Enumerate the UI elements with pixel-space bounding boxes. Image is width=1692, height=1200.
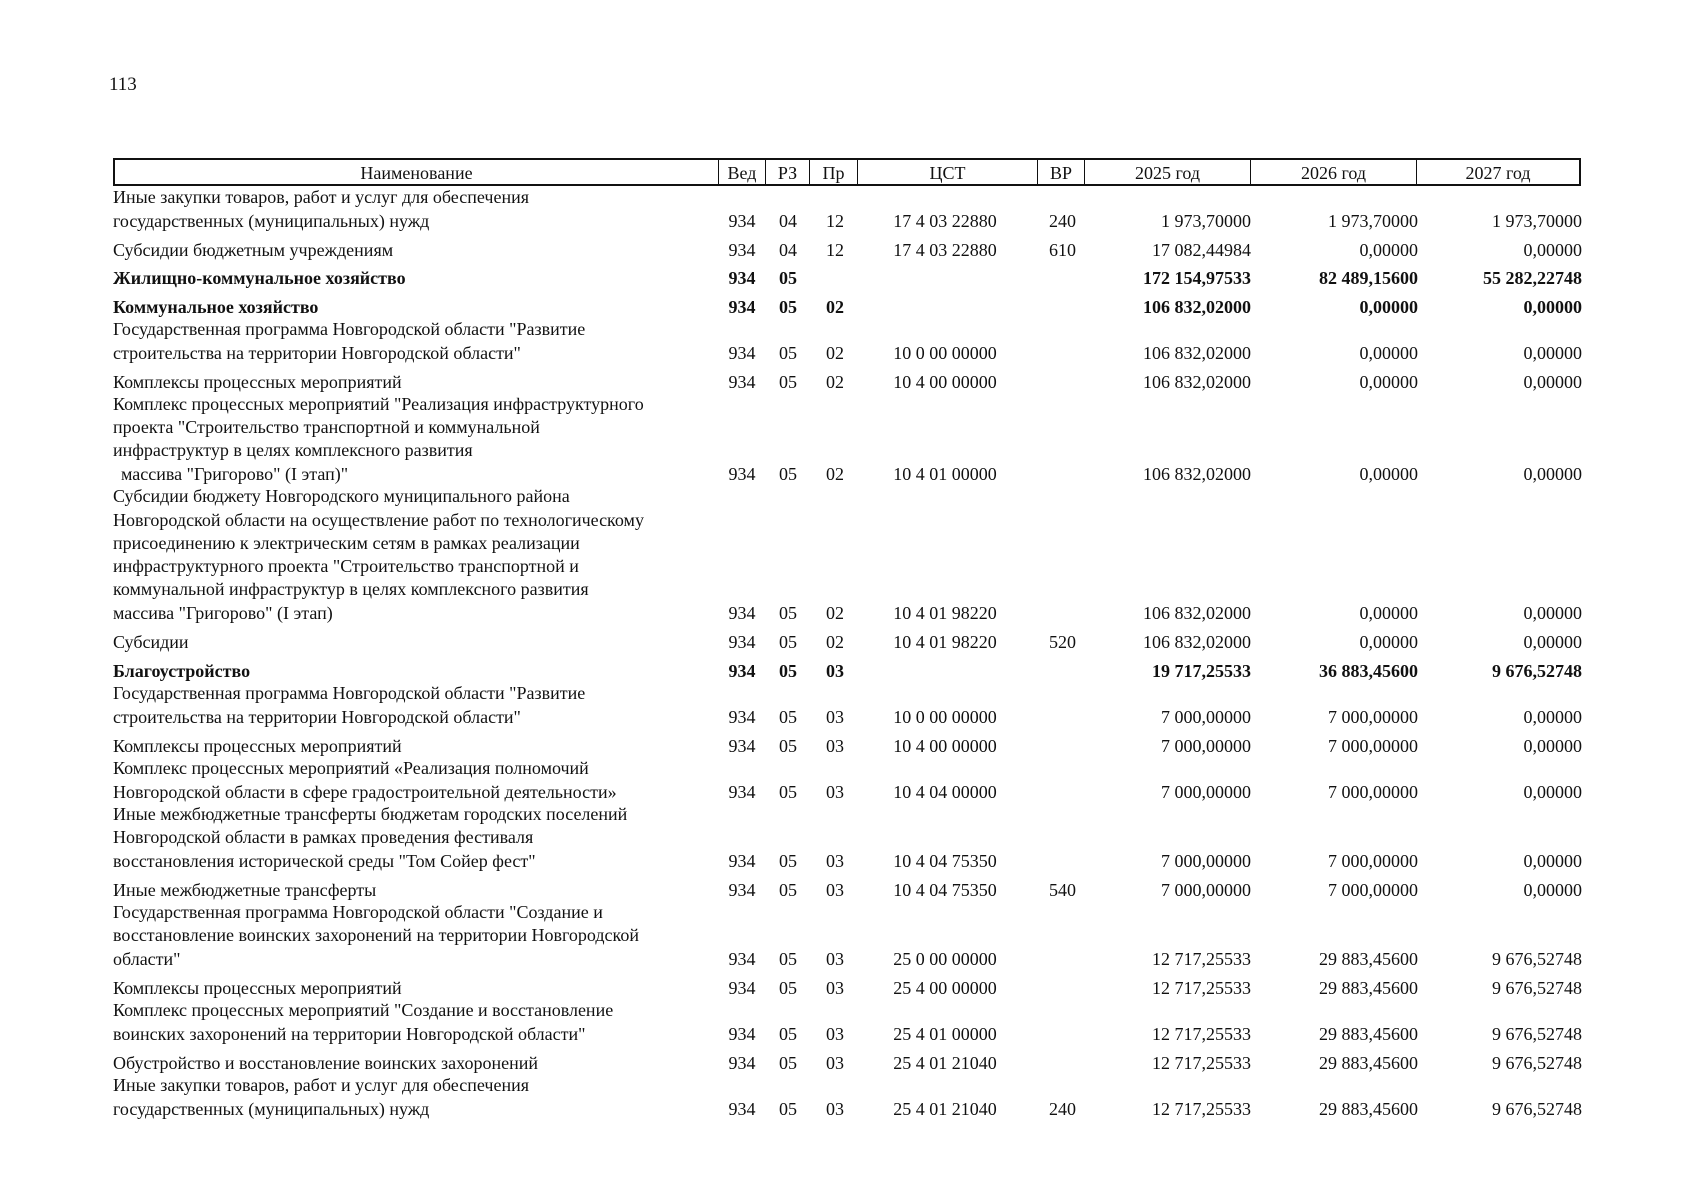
cell-pr: 03: [826, 781, 844, 802]
cell-ved: 934: [728, 948, 756, 969]
cell-rz: 05: [779, 602, 797, 623]
cell-pr: 03: [826, 977, 844, 998]
row-name-line: государственных (муниципальных) нужд: [113, 1098, 430, 1119]
cell-y2027: 0,00000: [1523, 781, 1582, 802]
cell-y2027: 9 676,52748: [1492, 660, 1582, 681]
cell-y2026: 7 000,00000: [1328, 879, 1418, 900]
row-name-line: Новгородской области в рамках проведения фестиваля: [113, 827, 534, 848]
row-name-line: воинских захоронений на территории Новгородской области": [113, 1023, 586, 1044]
cell-ved: 934: [728, 371, 756, 392]
cell-rz: 05: [779, 735, 797, 756]
cell-y2025: 7 000,00000: [1161, 735, 1251, 756]
table-row: [0, 683, 1692, 729]
cell-pr: 02: [826, 631, 844, 652]
row-name-line: Субсидии: [113, 631, 189, 652]
cell-pr: 02: [826, 296, 844, 317]
cell-cst: 10 4 00 00000: [893, 735, 997, 756]
row-name-line: Обустройство и восстановление воинских захоронений: [113, 1052, 538, 1073]
cell-cst: 25 4 01 00000: [893, 1023, 997, 1044]
cell-pr: 02: [826, 463, 844, 484]
cell-rz: 05: [779, 1098, 797, 1119]
table-row: [0, 486, 1692, 625]
cell-ved: 934: [728, 239, 756, 260]
table-row: [0, 1000, 1692, 1046]
cell-ved: 934: [728, 879, 756, 900]
cell-y2027: 55 282,22748: [1483, 267, 1582, 288]
cell-y2026: 1 973,70000: [1328, 210, 1418, 231]
row-name: [113, 267, 723, 290]
row-name: [113, 1052, 723, 1075]
row-name: [113, 318, 723, 365]
cell-rz: 05: [779, 463, 797, 484]
row-name-line: Коммунальное хозяйство: [113, 296, 319, 317]
cell-rz: 05: [779, 1023, 797, 1044]
row-name-line: Государственная программа Новгородской области "Развитие: [113, 319, 586, 340]
row-name: [113, 682, 723, 729]
cell-y2026: 7 000,00000: [1328, 706, 1418, 727]
cell-rz: 05: [779, 631, 797, 652]
row-name: [113, 186, 723, 233]
cell-y2027: 9 676,52748: [1492, 977, 1582, 998]
row-name-line: массива "Григорово" (I этап)": [121, 463, 349, 484]
cell-y2026: 82 489,15600: [1319, 267, 1418, 288]
cell-y2025: 12 717,25533: [1152, 948, 1251, 969]
row-name-line: Иные межбюджетные трансферты бюджетам городских поселений: [113, 804, 628, 825]
cell-y2027: 0,00000: [1523, 850, 1582, 871]
header-name: Наименование: [115, 160, 719, 184]
header-vr: ВР: [1038, 160, 1085, 184]
cell-cst: 25 4 00 00000: [893, 977, 997, 998]
cell-pr: 03: [826, 660, 844, 681]
page-number: 113: [109, 74, 137, 95]
cell-ved: 934: [728, 1098, 756, 1119]
row-name: [113, 296, 723, 319]
cell-y2025: 172 154,97533: [1143, 267, 1251, 288]
row-name-line: Комплексы процессных мероприятий: [113, 977, 402, 998]
cell-ved: 934: [728, 1023, 756, 1044]
header-2025: 2025 год: [1085, 160, 1251, 184]
cell-y2025: 19 717,25533: [1152, 660, 1251, 681]
table-row: [0, 295, 1692, 319]
cell-ved: 934: [728, 631, 756, 652]
cell-ved: 934: [728, 267, 756, 288]
row-name: [113, 735, 723, 758]
cell-pr: 03: [826, 850, 844, 871]
cell-rz: 05: [779, 879, 797, 900]
cell-rz: 05: [779, 342, 797, 363]
cell-ved: 934: [728, 977, 756, 998]
cell-y2026: 0,00000: [1359, 239, 1418, 260]
row-name: [113, 803, 723, 873]
cell-y2026: 29 883,45600: [1319, 1098, 1418, 1119]
table-row: [0, 804, 1692, 873]
cell-rz: 04: [779, 210, 797, 231]
row-name-line: Субсидии бюджету Новгородского муниципального района: [113, 486, 570, 507]
table-row: [0, 393, 1692, 486]
cell-ved: 934: [728, 850, 756, 871]
cell-pr: 03: [826, 1052, 844, 1073]
table-row: [0, 370, 1692, 394]
cell-cst: 10 4 04 00000: [893, 781, 997, 802]
row-name-line: присоединению к электрическим сетям в рамках реализации: [113, 532, 580, 553]
row-name: [113, 239, 723, 262]
cell-cst: 25 4 01 21040: [893, 1052, 997, 1073]
cell-cst: 10 4 01 98220: [893, 602, 997, 623]
cell-y2025: 12 717,25533: [1152, 1052, 1251, 1073]
row-name-line: массива "Григорово" (I этап): [113, 602, 333, 623]
table-row: [0, 1075, 1692, 1121]
cell-rz: 05: [779, 296, 797, 317]
cell-y2025: 7 000,00000: [1161, 706, 1251, 727]
cell-y2027: 0,00000: [1523, 342, 1582, 363]
cell-y2026: 7 000,00000: [1328, 781, 1418, 802]
cell-y2025: 7 000,00000: [1161, 850, 1251, 871]
cell-rz: 05: [779, 781, 797, 802]
table-row: [0, 758, 1692, 804]
row-name-line: Комплексы процессных мероприятий: [113, 735, 402, 756]
cell-rz: 05: [779, 977, 797, 998]
cell-y2026: 0,00000: [1359, 602, 1418, 623]
row-name-line: Комплекс процессных мероприятий "Создание и восстановление: [113, 1000, 614, 1021]
header-2026: 2026 год: [1251, 160, 1417, 184]
cell-y2027: 0,00000: [1523, 602, 1582, 623]
row-name-line: Субсидии бюджетным учреждениям: [113, 239, 394, 260]
header-2027: 2027 год: [1465, 163, 1531, 183]
cell-y2026: 7 000,00000: [1328, 735, 1418, 756]
cell-y2027: 0,00000: [1523, 296, 1582, 317]
cell-rz: 05: [779, 948, 797, 969]
cell-cst: 25 4 01 21040: [893, 1098, 997, 1119]
cell-cst: 10 4 01 00000: [893, 463, 997, 484]
cell-y2027: 0,00000: [1523, 706, 1582, 727]
row-name-line: Иные межбюджетные трансферты: [113, 879, 377, 900]
cell-pr: 02: [826, 371, 844, 392]
cell-rz: 05: [779, 660, 797, 681]
cell-y2027: 9 676,52748: [1492, 1023, 1582, 1044]
cell-cst: 10 4 00 00000: [893, 371, 997, 392]
row-name-line: области": [113, 948, 181, 969]
cell-y2027: 0,00000: [1523, 735, 1582, 756]
cell-y2027: 9 676,52748: [1492, 1098, 1582, 1119]
cell-ved: 934: [728, 602, 756, 623]
cell-y2025: 106 832,02000: [1143, 371, 1251, 392]
cell-cst: 10 4 04 75350: [893, 879, 997, 900]
cell-rz: 05: [779, 371, 797, 392]
row-name-line: Новгородской области в сфере градостроительной деятельности»: [113, 781, 617, 802]
cell-cst: 10 4 04 75350: [893, 850, 997, 871]
table-row: [0, 659, 1692, 683]
cell-ved: 934: [728, 1052, 756, 1073]
cell-pr: 02: [826, 342, 844, 363]
row-name: [113, 879, 723, 902]
cell-ved: 934: [728, 210, 756, 231]
table-row: [0, 266, 1692, 290]
cell-ved: 934: [728, 342, 756, 363]
table-row: [0, 878, 1692, 902]
row-name-line: инфраструктур в целях комплексного развития: [113, 440, 473, 461]
cell-vr: 240: [1049, 1098, 1076, 1119]
row-name-line: Комплекс процессных мероприятий "Реализация инфраструктурного: [113, 393, 644, 414]
cell-pr: 12: [826, 210, 844, 231]
row-name: [113, 999, 723, 1046]
cell-ved: 934: [728, 463, 756, 484]
cell-pr: 03: [826, 1098, 844, 1119]
row-name-line: строительства на территории Новгородской области": [113, 706, 521, 727]
cell-pr: 03: [826, 735, 844, 756]
cell-rz: 05: [779, 850, 797, 871]
cell-pr: 02: [826, 602, 844, 623]
cell-y2025: 106 832,02000: [1143, 342, 1251, 363]
row-name-line: проекта "Строительство транспортной и коммунальной: [113, 417, 540, 438]
row-name-line: инфраструктурного проекта "Строительство транспортной и: [113, 556, 579, 577]
cell-vr: 240: [1049, 210, 1076, 231]
cell-ved: 934: [728, 296, 756, 317]
row-name: [113, 660, 723, 683]
cell-y2027: 0,00000: [1523, 631, 1582, 652]
row-name: [113, 371, 723, 394]
table-row: [0, 734, 1692, 758]
cell-y2025: 7 000,00000: [1161, 879, 1251, 900]
cell-ved: 934: [728, 781, 756, 802]
cell-pr: 03: [826, 706, 844, 727]
cell-pr: 03: [826, 948, 844, 969]
cell-cst: 10 0 00 00000: [893, 342, 997, 363]
cell-y2026: 0,00000: [1359, 371, 1418, 392]
cell-y2025: 7 000,00000: [1161, 781, 1251, 802]
table-row: [0, 187, 1692, 233]
cell-ved: 934: [728, 660, 756, 681]
cell-cst: 17 4 03 22880: [893, 210, 997, 231]
row-name: [113, 1074, 723, 1121]
table-row: [0, 319, 1692, 365]
cell-y2025: 106 832,02000: [1143, 631, 1251, 652]
cell-y2026: 0,00000: [1359, 296, 1418, 317]
row-name-line: восстановление воинских захоронений на территории Новгородской: [113, 925, 639, 946]
row-name-line: Благоустройство: [113, 660, 251, 681]
cell-cst: 10 4 01 98220: [893, 631, 997, 652]
cell-vr: 540: [1049, 879, 1076, 900]
cell-pr: 12: [826, 239, 844, 260]
cell-vr: 610: [1049, 239, 1076, 260]
row-name-line: Государственная программа Новгородской области "Создание и: [113, 902, 603, 923]
cell-y2027: 0,00000: [1523, 463, 1582, 484]
cell-y2027: 9 676,52748: [1492, 1052, 1582, 1073]
cell-vr: 520: [1049, 631, 1076, 652]
row-name: [113, 757, 723, 804]
cell-y2026: 7 000,00000: [1328, 850, 1418, 871]
cell-y2025: 12 717,25533: [1152, 1023, 1251, 1044]
cell-rz: 05: [779, 267, 797, 288]
row-name-line: Новгородской области на осуществление работ по технологическому: [113, 509, 644, 530]
cell-pr: 03: [826, 1023, 844, 1044]
cell-y2027: 0,00000: [1523, 371, 1582, 392]
cell-y2027: 1 973,70000: [1492, 210, 1582, 231]
cell-y2026: 29 883,45600: [1319, 977, 1418, 998]
row-name-line: государственных (муниципальных) нужд: [113, 210, 430, 231]
table-row: [0, 238, 1692, 262]
header-rz: РЗ: [766, 160, 810, 184]
row-name-line: Иные закупки товаров, работ и услуг для обеспечения: [113, 1075, 529, 1096]
row-name-line: Комплексы процессных мероприятий: [113, 371, 402, 392]
cell-y2026: 29 883,45600: [1319, 1023, 1418, 1044]
row-name-line: строительства на территории Новгородской области": [113, 342, 521, 363]
cell-y2026: 0,00000: [1359, 342, 1418, 363]
row-name: [113, 901, 723, 971]
cell-y2025: 106 832,02000: [1143, 602, 1251, 623]
cell-y2027: 9 676,52748: [1492, 948, 1582, 969]
row-name-line: Государственная программа Новгородской области "Развитие: [113, 683, 586, 704]
row-name-line: Иные закупки товаров, работ и услуг для обеспечения: [113, 187, 529, 208]
cell-y2026: 29 883,45600: [1319, 1052, 1418, 1073]
table-row: [0, 630, 1692, 654]
row-name: [113, 631, 723, 654]
row-name-line: коммунальной инфраструктур в целях комплексного развития: [113, 579, 589, 600]
table-row: [0, 1051, 1692, 1075]
header-pr: Пр: [810, 160, 858, 184]
row-name: [113, 393, 723, 486]
header-ved: Вед: [719, 160, 766, 184]
cell-rz: 05: [779, 706, 797, 727]
cell-cst: 10 0 00 00000: [893, 706, 997, 727]
row-name-line: Комплекс процессных мероприятий «Реализация полномочий: [113, 758, 589, 779]
cell-y2025: 12 717,25533: [1152, 1098, 1251, 1119]
cell-y2025: 12 717,25533: [1152, 977, 1251, 998]
cell-y2026: 29 883,45600: [1319, 948, 1418, 969]
cell-y2025: 17 082,44984: [1152, 239, 1251, 260]
cell-y2025: 106 832,02000: [1143, 463, 1251, 484]
cell-y2026: 0,00000: [1359, 631, 1418, 652]
row-name: [113, 977, 723, 1000]
cell-y2027: 0,00000: [1523, 879, 1582, 900]
cell-y2027: 0,00000: [1523, 239, 1582, 260]
cell-rz: 04: [779, 239, 797, 260]
cell-y2025: 106 832,02000: [1143, 296, 1251, 317]
table-row: [0, 976, 1692, 1000]
cell-y2025: 1 973,70000: [1161, 210, 1251, 231]
cell-ved: 934: [728, 706, 756, 727]
cell-cst: 25 0 00 00000: [893, 948, 997, 969]
header-cst: ЦСТ: [858, 160, 1038, 184]
row-name: [113, 485, 723, 625]
table-row: [0, 902, 1692, 971]
cell-y2026: 0,00000: [1359, 463, 1418, 484]
cell-rz: 05: [779, 1052, 797, 1073]
row-name-line: Жилищно-коммунальное хозяйство: [113, 267, 406, 288]
row-name-line: восстановления исторической среды "Том Сойер фест": [113, 850, 536, 871]
cell-cst: 17 4 03 22880: [893, 239, 997, 260]
cell-ved: 934: [728, 735, 756, 756]
cell-y2026: 36 883,45600: [1319, 660, 1418, 681]
cell-pr: 03: [826, 879, 844, 900]
